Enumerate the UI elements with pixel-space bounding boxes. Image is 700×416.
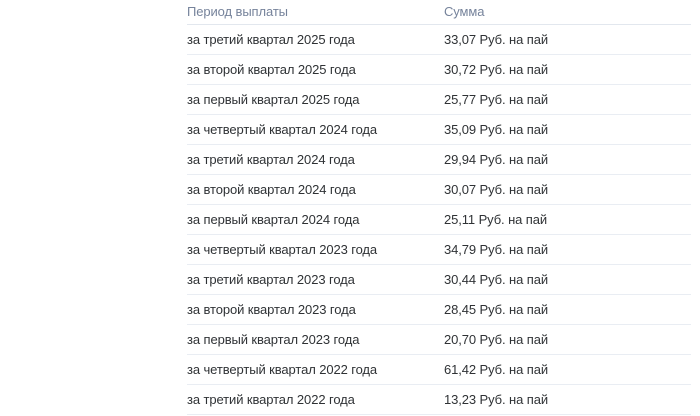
period-cell: за третий квартал 2024 года	[187, 145, 444, 175]
period-cell: за второй квартал 2023 года	[187, 295, 444, 325]
table-row	[187, 55, 691, 85]
period-cell: за четвертый квартал 2022 года	[187, 355, 444, 385]
amount-cell: 61,42 Руб. на пай	[444, 355, 691, 385]
column-header-period: Период выплаты	[187, 0, 444, 25]
period-cell: за второй квартал 2024 года	[187, 175, 444, 205]
table-row	[187, 355, 691, 385]
table-row	[187, 235, 691, 265]
amount-cell: 34,79 Руб. на пай	[444, 235, 691, 265]
table-row	[187, 175, 691, 205]
table-row	[187, 325, 691, 355]
period-cell: за четвертый квартал 2024 года	[187, 115, 444, 145]
amount-cell: 35,09 Руб. на пай	[444, 115, 691, 145]
period-cell: за третий квартал 2023 года	[187, 265, 444, 295]
table-row	[187, 85, 691, 115]
period-cell: за четвертый квартал 2023 года	[187, 235, 444, 265]
table-row	[187, 265, 691, 295]
table-header-row	[187, 0, 691, 25]
table-row	[187, 115, 691, 145]
period-cell: за третий квартал 2022 года	[187, 385, 444, 415]
column-header-amount: Сумма	[444, 0, 691, 25]
amount-cell: 20,70 Руб. на пай	[444, 325, 691, 355]
amount-cell: 30,72 Руб. на пай	[444, 55, 691, 85]
period-cell: за первый квартал 2025 года	[187, 85, 444, 115]
amount-cell: 25,77 Руб. на пай	[444, 85, 691, 115]
amount-cell: 30,44 Руб. на пай	[444, 265, 691, 295]
table-row	[187, 205, 691, 235]
period-cell: за второй квартал 2025 года	[187, 55, 444, 85]
payouts-table-container	[187, 0, 691, 415]
table-body	[187, 25, 691, 415]
table-row	[187, 295, 691, 325]
amount-cell: 33,07 Руб. на пай	[444, 25, 691, 55]
amount-cell: 25,11 Руб. на пай	[444, 205, 691, 235]
period-cell: за первый квартал 2023 года	[187, 325, 444, 355]
amount-cell: 29,94 Руб. на пай	[444, 145, 691, 175]
table-row	[187, 25, 691, 55]
amount-cell: 13,23 Руб. на пай	[444, 385, 691, 415]
period-cell: за первый квартал 2024 года	[187, 205, 444, 235]
payout-table	[187, 0, 691, 415]
table-row	[187, 385, 691, 415]
table-header	[187, 0, 691, 25]
table-row	[187, 145, 691, 175]
amount-cell: 30,07 Руб. на пай	[444, 175, 691, 205]
period-cell: за третий квартал 2025 года	[187, 25, 444, 55]
amount-cell: 28,45 Руб. на пай	[444, 295, 691, 325]
